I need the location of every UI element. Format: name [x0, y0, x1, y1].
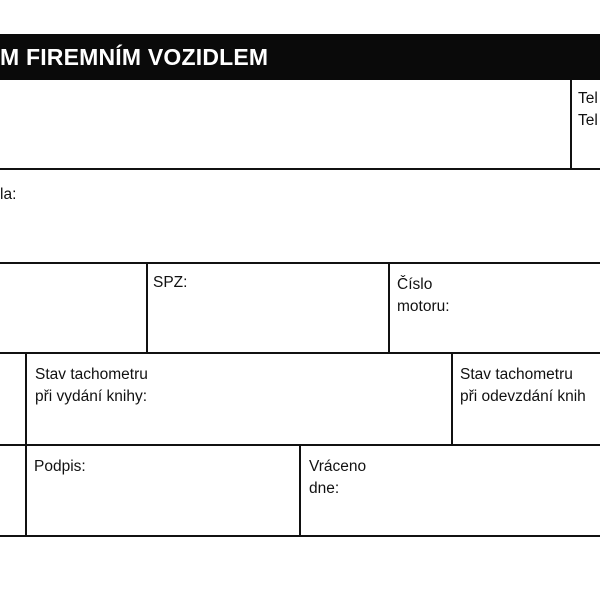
row2-label: la:: [0, 186, 17, 203]
row3-divider-2: [388, 262, 390, 354]
row4-divider: [451, 352, 453, 446]
row-divider-3: [0, 352, 600, 354]
odometer-issue-label: Stav tachometru při vydání knihy:: [35, 366, 148, 405]
engine-number-label: Číslo motoru:: [397, 276, 450, 315]
license-plate-label: SPZ:: [153, 274, 188, 291]
form-title: M FIREMNÍM VOZIDLEM: [0, 44, 269, 70]
row1-divider: [570, 80, 572, 170]
row5-divider: [299, 444, 301, 537]
phone-label: Tel Tel: [578, 90, 598, 129]
row-divider-2: [0, 262, 600, 264]
returned-date-label: Vráceno dne:: [309, 458, 367, 497]
left-column-divider: [25, 352, 27, 537]
row-divider-1: [0, 168, 600, 170]
signature-label: Podpis:: [34, 458, 86, 475]
odometer-return-label: Stav tachometru při odevzdání knih: [460, 366, 586, 405]
row3-divider-1: [146, 262, 148, 354]
